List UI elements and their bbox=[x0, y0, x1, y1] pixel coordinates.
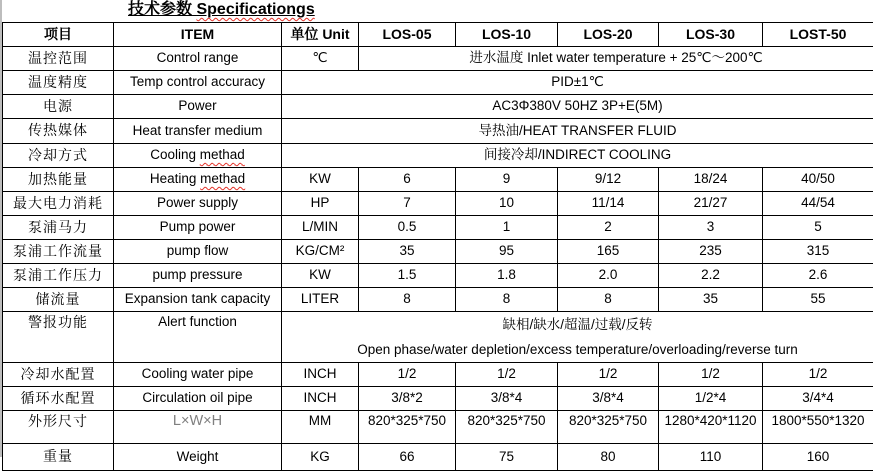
row-label-en: Temp control accuracy bbox=[114, 71, 282, 95]
row-value: 8 bbox=[456, 288, 558, 312]
page-title-cn: 技术参数 bbox=[128, 1, 192, 18]
row-value: 1 bbox=[456, 216, 558, 240]
row-label-en: Pump power bbox=[114, 216, 282, 240]
row-label-cn: 重量 bbox=[3, 444, 114, 471]
alert-text-en: Open phase/water depletion/excess temperature/overloading/reverse turn bbox=[284, 337, 871, 362]
header-item-cn: 项目 bbox=[3, 23, 114, 47]
row-label-en: pump pressure bbox=[114, 264, 282, 288]
row-label-en: Expansion tank capacity bbox=[114, 288, 282, 312]
row-expansion-tank-capacity bbox=[3, 288, 873, 312]
row-value: 1/2 bbox=[558, 363, 659, 387]
row-cooling-method bbox=[3, 144, 873, 168]
row-merged-value: 间接冷却/INDIRECT COOLING bbox=[282, 144, 873, 168]
row-label-en: Weight bbox=[114, 444, 282, 471]
row-label-en: Heating methad bbox=[114, 168, 282, 192]
row-label-cn: 温控范围 bbox=[3, 47, 114, 71]
row-value: 1800*550*1320 bbox=[763, 411, 873, 444]
row-label-en: Cooling water pipe bbox=[114, 363, 282, 387]
row-weight bbox=[3, 444, 873, 471]
row-dimensions bbox=[3, 411, 873, 444]
header-unit: 单位 Unit bbox=[282, 23, 359, 47]
row-circulation-oil-pipe bbox=[3, 387, 873, 411]
row-unit: ℃ bbox=[282, 47, 359, 71]
row-label-cn: 循环水配置 bbox=[3, 387, 114, 411]
row-value: 235 bbox=[659, 240, 763, 264]
row-label-cn: 警报功能 bbox=[3, 312, 114, 363]
row-label-en: Alert function bbox=[114, 312, 282, 363]
row-unit: KG/CM² bbox=[282, 240, 359, 264]
row-value: 3/8*4 bbox=[456, 387, 558, 411]
header-model-los05: LOS-05 bbox=[359, 23, 456, 47]
row-label-en: Control range bbox=[114, 47, 282, 71]
row-value: 5 bbox=[763, 216, 873, 240]
row-pump-power bbox=[3, 216, 873, 240]
row-value: 35 bbox=[359, 240, 456, 264]
row-merged-value: 导热油/HEAT TRANSFER FLUID bbox=[282, 119, 873, 144]
row-value: 8 bbox=[359, 288, 456, 312]
row-label-cn: 加热能量 bbox=[3, 168, 114, 192]
table-header-row bbox=[3, 23, 873, 47]
row-value: 820*325*750 bbox=[456, 411, 558, 444]
row-value: 2.0 bbox=[558, 264, 659, 288]
header-model-los10: LOS-10 bbox=[456, 23, 558, 47]
row-value: 2.6 bbox=[763, 264, 873, 288]
row-merged-value: PID±1℃ bbox=[282, 71, 873, 95]
row-value: 3/4*4 bbox=[763, 387, 873, 411]
row-value: 165 bbox=[558, 240, 659, 264]
row-label-cn: 储流量 bbox=[3, 288, 114, 312]
row-value: 1280*420*1120 bbox=[659, 411, 763, 444]
row-value: 2 bbox=[558, 216, 659, 240]
row-value: 1/2 bbox=[659, 363, 763, 387]
row-value: 21/27 bbox=[659, 192, 763, 216]
row-merged-value bbox=[282, 312, 873, 363]
row-value: 160 bbox=[763, 444, 873, 471]
row-merged-value: 进水温度 Inlet water temperature + 25℃～200℃ bbox=[359, 47, 873, 71]
row-unit: MM bbox=[282, 411, 359, 444]
row-value: 40/50 bbox=[763, 168, 873, 192]
row-value: 2.2 bbox=[659, 264, 763, 288]
page-title-en: Specificationgs bbox=[196, 1, 314, 18]
row-pump-flow bbox=[3, 240, 873, 264]
row-label-en: Cooling methad bbox=[114, 144, 282, 168]
row-value: 110 bbox=[659, 444, 763, 471]
row-value: 44/54 bbox=[763, 192, 873, 216]
row-label-cn: 传热媒体 bbox=[3, 119, 114, 144]
row-label-en: Circulation oil pipe bbox=[114, 387, 282, 411]
page-title bbox=[0, 0, 873, 22]
row-alert-function bbox=[3, 312, 873, 363]
row-value: 315 bbox=[763, 240, 873, 264]
row-unit: L/MIN bbox=[282, 216, 359, 240]
row-value: 7 bbox=[359, 192, 456, 216]
row-label-cn: 泵浦工作流量 bbox=[3, 240, 114, 264]
row-label-en: pump flow bbox=[114, 240, 282, 264]
row-label-cn: 外形尺寸 bbox=[3, 411, 114, 444]
row-unit: LITER bbox=[282, 288, 359, 312]
row-unit: INCH bbox=[282, 387, 359, 411]
row-label-en: Heat transfer medium bbox=[114, 119, 282, 144]
row-value: 1.5 bbox=[359, 264, 456, 288]
row-value: 3/8*2 bbox=[359, 387, 456, 411]
row-cooling-water-pipe bbox=[3, 363, 873, 387]
header-model-lost50: LOST-50 bbox=[763, 23, 873, 47]
row-max-power-consumption bbox=[3, 192, 873, 216]
window-left-edge bbox=[0, 0, 2, 457]
misspelled-word: methad bbox=[200, 171, 245, 186]
row-unit: KW bbox=[282, 264, 359, 288]
row-value: 1/2*4 bbox=[659, 387, 763, 411]
row-heat-transfer-medium bbox=[3, 119, 873, 144]
row-merged-value: AC3Φ380V 50HZ 3P+E(5M) bbox=[282, 95, 873, 119]
misspelled-word: methad bbox=[200, 147, 245, 162]
row-value: 1/2 bbox=[763, 363, 873, 387]
row-label-cn: 最大电力消耗 bbox=[3, 192, 114, 216]
row-value: 0.5 bbox=[359, 216, 456, 240]
row-value: 1/2 bbox=[359, 363, 456, 387]
specifications-table bbox=[2, 22, 873, 471]
row-value: 95 bbox=[456, 240, 558, 264]
row-value: 8 bbox=[558, 288, 659, 312]
header-model-los20: LOS-20 bbox=[558, 23, 659, 47]
row-value: 35 bbox=[659, 288, 763, 312]
row-value: 1.8 bbox=[456, 264, 558, 288]
row-value: 66 bbox=[359, 444, 456, 471]
row-value: 3 bbox=[659, 216, 763, 240]
row-unit: KW bbox=[282, 168, 359, 192]
row-label-en: L×W×H bbox=[114, 411, 282, 444]
row-value: 1/2 bbox=[456, 363, 558, 387]
row-temp-accuracy bbox=[3, 71, 873, 95]
header-model-los30: LOS-30 bbox=[659, 23, 763, 47]
row-value: 18/24 bbox=[659, 168, 763, 192]
row-value: 80 bbox=[558, 444, 659, 471]
row-value: 6 bbox=[359, 168, 456, 192]
row-label-cn: 泵浦马力 bbox=[3, 216, 114, 240]
header-item-en: ITEM bbox=[114, 23, 282, 47]
alert-text-cn: 缺相/缺水/超温/过载/反转 bbox=[284, 312, 871, 337]
row-label-cn: 冷却方式 bbox=[3, 144, 114, 168]
row-label-cn: 温度精度 bbox=[3, 71, 114, 95]
row-unit: INCH bbox=[282, 363, 359, 387]
row-value: 10 bbox=[456, 192, 558, 216]
row-value: 75 bbox=[456, 444, 558, 471]
row-value: 9/12 bbox=[558, 168, 659, 192]
row-label-en: Power bbox=[114, 95, 282, 119]
row-label-en: Power supply bbox=[114, 192, 282, 216]
row-control-range bbox=[3, 47, 873, 71]
row-pump-pressure bbox=[3, 264, 873, 288]
row-unit: HP bbox=[282, 192, 359, 216]
row-power bbox=[3, 95, 873, 119]
row-value: 55 bbox=[763, 288, 873, 312]
row-value: 9 bbox=[456, 168, 558, 192]
row-value: 3/8*4 bbox=[558, 387, 659, 411]
row-value: 820*325*750 bbox=[359, 411, 456, 444]
row-label-cn: 泵浦工作压力 bbox=[3, 264, 114, 288]
row-label-cn: 电源 bbox=[3, 95, 114, 119]
row-unit: KG bbox=[282, 444, 359, 471]
row-value: 11/14 bbox=[558, 192, 659, 216]
row-heating-capacity bbox=[3, 168, 873, 192]
row-value: 820*325*750 bbox=[558, 411, 659, 444]
row-label-cn: 冷却水配置 bbox=[3, 363, 114, 387]
